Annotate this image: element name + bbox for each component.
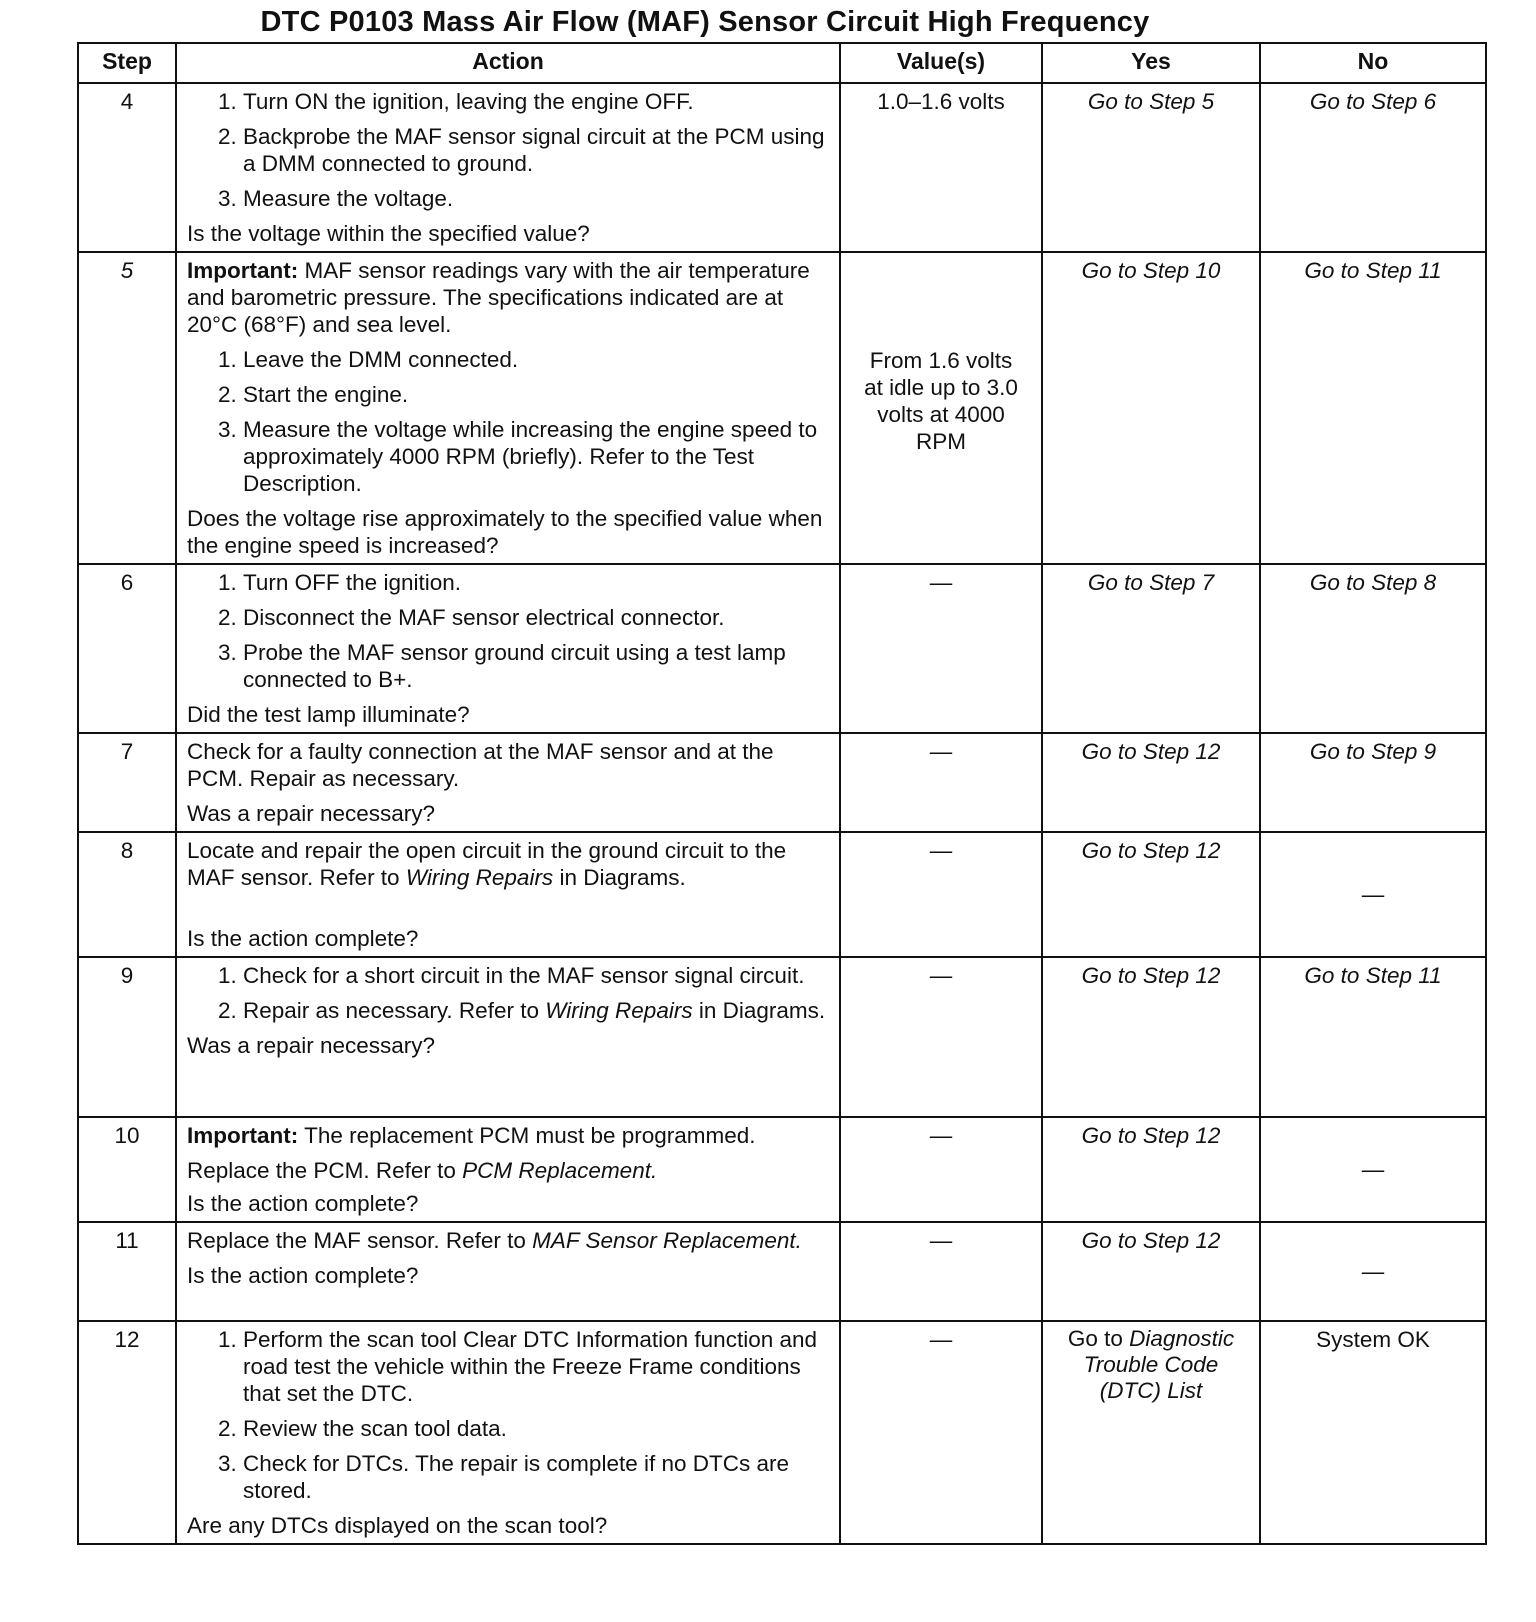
yes-prefix: Go to: [1067, 1326, 1123, 1351]
list-item: 1. Turn OFF the ignition.: [243, 569, 829, 596]
action-text: [187, 1157, 829, 1184]
list-item: 1. Check for a short circuit in the MAF sensor signal circuit.: [243, 962, 829, 989]
action-list: [187, 1326, 829, 1504]
no-link[interactable]: Go to Step 9: [1260, 733, 1486, 832]
yes-link[interactable]: Go to Step 12: [1042, 733, 1260, 832]
action-text-a: Replace the MAF sensor. Refer to: [187, 1228, 526, 1253]
header-values: Value(s): [840, 43, 1042, 83]
no-link[interactable]: Go to Step 8: [1260, 564, 1486, 733]
table-row: [78, 83, 1486, 252]
list-item: 1. Perform the scan tool Clear DTC Information function and road test the vehicle within the Freeze Frame conditions that set the DTC.: [243, 1326, 829, 1407]
pcm-replacement-ref[interactable]: PCM Replacement.: [462, 1158, 658, 1183]
list-item: [243, 997, 829, 1024]
value-cell: 1.0–1.6 volts: [840, 83, 1042, 252]
list-item: 1. Leave the DMM connected.: [243, 346, 829, 373]
value-cell: —: [840, 1321, 1042, 1544]
yes-link[interactable]: [1042, 1321, 1260, 1544]
table-row: [78, 832, 1486, 957]
table-row: [78, 1117, 1486, 1222]
no-value: —: [1260, 832, 1486, 957]
table-row: [78, 1321, 1486, 1544]
action-cell: [176, 83, 840, 252]
item-text-a: Repair as necessary. Refer to: [243, 998, 539, 1023]
action-text-b: in Diagrams.: [559, 865, 686, 890]
no-result: System OK: [1260, 1321, 1486, 1544]
list-item: 2. Disconnect the MAF sensor electrical connector.: [243, 604, 829, 631]
action-cell: [176, 1222, 840, 1321]
action-text: [187, 837, 829, 891]
value-cell: —: [840, 957, 1042, 1117]
step-number-text: 5: [120, 258, 134, 283]
list-item: 2. Start the engine.: [243, 381, 829, 408]
header-yes: Yes: [1042, 43, 1260, 83]
important-note: [187, 257, 829, 338]
diagnostic-table: [77, 42, 1487, 1545]
no-value: —: [1260, 1117, 1486, 1222]
action-cell: [176, 957, 840, 1117]
wiring-repairs-ref[interactable]: Wiring Repairs: [545, 998, 693, 1023]
list-item: 3. Measure the voltage.: [243, 185, 829, 212]
action-question: Does the voltage rise approximately to the specified value when the engine speed is increased?: [187, 506, 823, 558]
step-number: 9: [78, 957, 176, 1117]
step-number: 7: [78, 733, 176, 832]
action-text: [187, 1227, 829, 1254]
action-question: Is the action complete?: [187, 926, 419, 951]
no-value: —: [1260, 1222, 1486, 1321]
action-list: [187, 569, 829, 693]
wiring-repairs-ref[interactable]: Wiring Repairs: [405, 865, 554, 890]
maf-sensor-replacement-ref[interactable]: MAF Sensor Replacement.: [532, 1228, 802, 1253]
action-question: Is the voltage within the specified value?: [187, 221, 590, 246]
yes-link[interactable]: Go to Step 12: [1042, 1117, 1260, 1222]
action-list: [187, 346, 829, 497]
action-cell: [176, 832, 840, 957]
no-link[interactable]: Go to Step 6: [1260, 83, 1486, 252]
page-title: DTC P0103 Mass Air Flow (MAF) Sensor Circuit High Frequency: [260, 6, 1150, 38]
value-cell: —: [840, 733, 1042, 832]
step-number: 12: [78, 1321, 176, 1544]
yes-link[interactable]: Go to Step 12: [1042, 832, 1260, 957]
step-number: 11: [78, 1222, 176, 1321]
list-item: 2. Review the scan tool data.: [243, 1415, 829, 1442]
table-row: [78, 252, 1486, 564]
no-link[interactable]: Go to Step 11: [1260, 252, 1486, 564]
action-cell: [176, 564, 840, 733]
table-row: [78, 564, 1486, 733]
yes-link[interactable]: Go to Step 10: [1042, 252, 1260, 564]
step-number: 6: [78, 564, 176, 733]
step-number: 10: [78, 1117, 176, 1222]
header-action: Action: [176, 43, 840, 83]
table-row: [78, 1222, 1486, 1321]
list-item: 3. Measure the voltage while increasing the engine speed to approximately 4000 RPM (briefly). Refer to the Test Description.: [243, 416, 829, 497]
yes-link[interactable]: Go to Step 7: [1042, 564, 1260, 733]
important-label: Important:: [187, 1123, 299, 1148]
value-cell: —: [840, 564, 1042, 733]
action-question: Did the test lamp illuminate?: [187, 702, 470, 727]
action-cell: [176, 1117, 840, 1222]
action-text: Check for a faulty connection at the MAF sensor and at the PCM. Repair as necessary.: [187, 739, 774, 791]
important-label: Important:: [187, 258, 299, 283]
table-header-row: [78, 43, 1486, 83]
action-question: Is the action complete?: [187, 1191, 419, 1216]
item-text-b: in Diagrams.: [698, 998, 826, 1023]
important-text: MAF sensor readings vary with the air temperature and barometric pressure. The specifications indicated are at 20°C (68°F) and sea level.: [187, 258, 810, 337]
header-no: No: [1260, 43, 1486, 83]
yes-link[interactable]: Go to Step 12: [1042, 957, 1260, 1117]
no-link[interactable]: Go to Step 11: [1260, 957, 1486, 1117]
important-note: [187, 1122, 829, 1149]
action-question: Are any DTCs displayed on the scan tool?: [187, 1513, 608, 1538]
table-row: [78, 733, 1486, 832]
value-cell: —: [840, 832, 1042, 957]
action-text-a: Locate and repair the open circuit in the ground circuit to the MAF sensor. Refer to: [187, 838, 787, 890]
action-question: Was a repair necessary?: [187, 1033, 436, 1058]
step-number: 8: [78, 832, 176, 957]
value-cell: —: [840, 1222, 1042, 1321]
list-item: 1. Turn ON the ignition, leaving the engine OFF.: [243, 88, 829, 115]
action-list: [187, 962, 829, 1024]
action-question: Was a repair necessary?: [187, 801, 436, 826]
step-number: [78, 252, 176, 564]
action-cell: [176, 733, 840, 832]
value-cell: —: [840, 1117, 1042, 1222]
action-text-a: Replace the PCM. Refer to: [187, 1158, 456, 1183]
value-cell: From 1.6 volts at idle up to 3.0 volts at 4000 RPM: [840, 252, 1042, 564]
list-item: 2. Backprobe the MAF sensor signal circuit at the PCM using a DMM connected to ground.: [243, 123, 829, 177]
action-cell: [176, 252, 840, 564]
header-step: Step: [78, 43, 176, 83]
action-cell: [176, 1321, 840, 1544]
dtc-list-ref[interactable]: Diagnostic Trouble Code (DTC) List: [1083, 1326, 1235, 1403]
list-item: 3. Check for DTCs. The repair is complete if no DTCs are stored.: [243, 1450, 829, 1504]
table-row: [78, 957, 1486, 1117]
yes-link[interactable]: Go to Step 12: [1042, 1222, 1260, 1321]
action-question: Is the action complete?: [187, 1263, 419, 1288]
important-text: The replacement PCM must be programmed.: [304, 1123, 756, 1148]
list-item: 3. Probe the MAF sensor ground circuit using a test lamp connected to B+.: [243, 639, 829, 693]
step-number: 4: [78, 83, 176, 252]
action-list: [187, 88, 829, 212]
yes-link[interactable]: Go to Step 5: [1042, 83, 1260, 252]
